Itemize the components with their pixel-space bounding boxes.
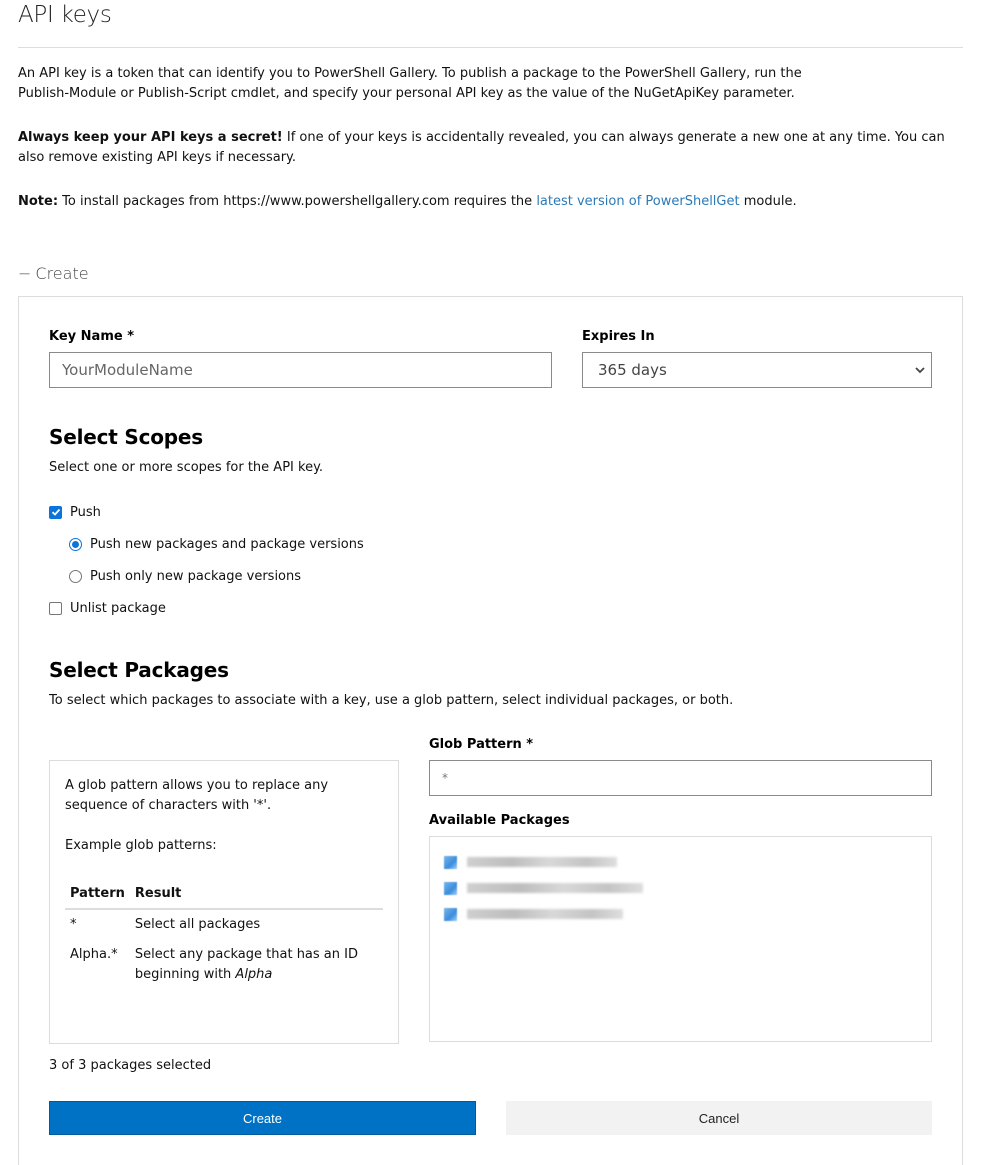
push-option-new-versions[interactable] <box>69 567 301 585</box>
intro-line-1: An API key is a token that can identify you to PowerShell Gallery. To publish a package to the PowerShell Gallery, run the <box>18 66 802 81</box>
pattern-cell: * <box>70 917 77 932</box>
push-checkbox-option[interactable] <box>49 503 101 521</box>
intro-paragraph <box>18 64 963 104</box>
page-title: API keys <box>18 2 112 28</box>
push-checkbox[interactable] <box>49 506 62 519</box>
select-scopes-description: Select one or more scopes for the API key. <box>49 460 324 475</box>
push-option-label: Push only new package versions <box>90 568 302 584</box>
cancel-button[interactable]: Cancel <box>506 1101 932 1135</box>
result-cell: Select all packages <box>134 917 261 932</box>
pattern-cell: Alpha.* <box>70 947 118 962</box>
radio-push-new-packages[interactable] <box>69 538 82 551</box>
table-row <box>65 909 383 940</box>
glob-help-box <box>49 760 399 1044</box>
create-section-label: Create <box>35 264 89 283</box>
package-checkbox[interactable] <box>444 908 457 921</box>
note-paragraph <box>18 192 963 212</box>
glob-examples-table <box>65 884 383 990</box>
expires-in-value: 365 days <box>598 361 667 379</box>
package-checkbox[interactable] <box>444 856 457 869</box>
unlist-label: Unlist package <box>70 600 166 616</box>
glob-pattern-label: Glob Pattern * <box>429 737 534 752</box>
collapse-icon: − <box>18 264 32 283</box>
glob-pattern-input[interactable] <box>429 760 932 796</box>
select-scopes-heading: Select Scopes <box>49 425 203 449</box>
chevron-down-icon <box>915 365 925 375</box>
package-name-redacted <box>467 909 623 919</box>
unlist-checkbox-option[interactable] <box>49 599 166 617</box>
create-button[interactable]: Create <box>49 1101 476 1135</box>
package-item[interactable] <box>430 849 931 875</box>
push-option-label: Push new packages and package versions <box>90 536 364 552</box>
expires-in-select[interactable] <box>582 352 932 388</box>
note-suffix: module. <box>739 194 797 209</box>
note-label: Note: <box>18 194 59 209</box>
powershellget-link[interactable]: latest version of PowerShellGet <box>536 194 740 209</box>
expires-in-label: Expires In <box>582 329 655 344</box>
select-packages-heading: Select Packages <box>49 658 229 682</box>
push-label: Push <box>70 504 101 520</box>
selected-count: 3 of 3 packages selected <box>49 1058 212 1073</box>
select-packages-description: To select which packages to associate with a key, use a glob pattern, select individual packages, or both. <box>49 693 734 708</box>
unlist-checkbox[interactable] <box>49 602 62 615</box>
glob-examples-label: Example glob patterns: <box>65 838 217 853</box>
package-item[interactable] <box>430 875 931 901</box>
package-checkbox[interactable] <box>444 882 457 895</box>
push-option-new-packages[interactable] <box>69 535 364 553</box>
result-cell <box>130 940 383 990</box>
secret-paragraph <box>18 128 963 168</box>
package-item[interactable] <box>430 901 931 927</box>
column-header-result: Result <box>130 884 383 909</box>
available-packages-label: Available Packages <box>429 813 570 828</box>
column-header-pattern: Pattern <box>65 884 130 909</box>
table-row <box>65 940 383 990</box>
radio-push-new-versions[interactable] <box>69 570 82 583</box>
key-name-input[interactable] <box>49 352 552 388</box>
key-name-placeholder: YourModuleName <box>62 361 193 379</box>
intro-line-2: Publish-Module or Publish-Script cmdlet, and specify your personal API key as the value of the NuGetApiKey parameter. <box>18 86 795 101</box>
create-section-toggle[interactable] <box>18 264 89 283</box>
checkmark-icon <box>51 507 61 517</box>
package-name-redacted <box>467 857 617 867</box>
key-name-label: Key Name * <box>49 329 135 344</box>
result-text: Select any package that has an ID beginning with <box>134 947 358 982</box>
note-text: To install packages from https://www.powershellgallery.com requires the <box>58 194 537 209</box>
available-packages-list[interactable] <box>429 836 932 1042</box>
glob-pattern-value: * <box>442 771 448 785</box>
title-divider <box>18 47 963 48</box>
package-name-redacted <box>467 883 643 893</box>
glob-help-intro: A glob pattern allows you to replace any sequence of characters with '*'. <box>65 778 329 813</box>
result-emphasis: Alpha <box>235 967 273 982</box>
secret-warning: Always keep your API keys a secret! <box>18 130 283 145</box>
secret-text: If one of your keys is accidentally revealed, you can always generate a new one at any time. You can also remove existing API keys if necessary. <box>18 130 945 165</box>
